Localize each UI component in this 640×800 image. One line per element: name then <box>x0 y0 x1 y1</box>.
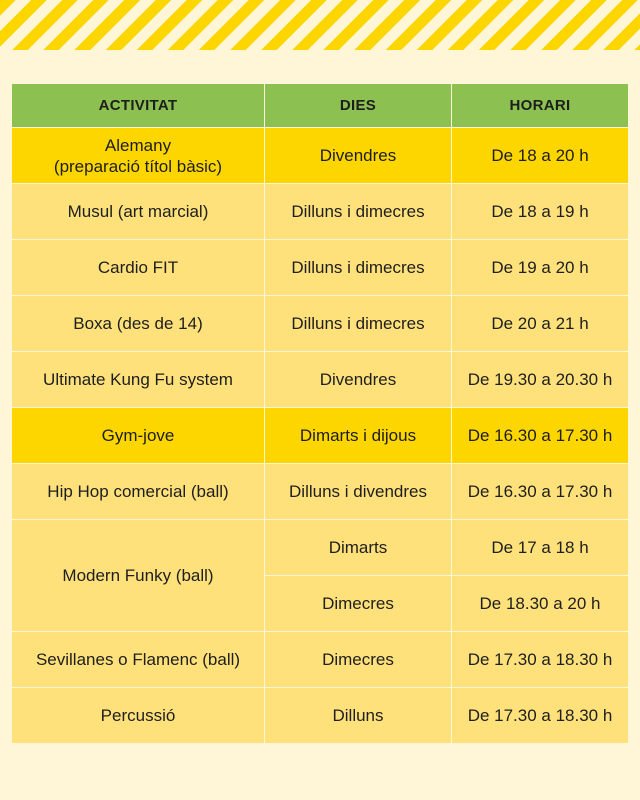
time-cell: De 17.30 a 18.30 h <box>452 632 629 688</box>
time-cell: De 16.30 a 17.30 h <box>452 464 629 520</box>
activity-name: Boxa (des de 14) <box>73 314 203 333</box>
activity-name: Percussió <box>100 706 176 725</box>
activity-name: Ultimate Kung Fu system <box>43 370 233 389</box>
activity-cell <box>12 520 265 632</box>
activity-cell <box>12 352 265 408</box>
header-row <box>12 84 629 128</box>
table-row <box>12 296 629 352</box>
table-row <box>12 352 629 408</box>
table-row <box>12 520 629 576</box>
days-cell: Dilluns <box>265 688 452 744</box>
activity-cell <box>12 632 265 688</box>
days-cell: Divendres <box>265 128 452 184</box>
time-cell: De 20 a 21 h <box>452 296 629 352</box>
table-header <box>12 84 629 128</box>
table-row <box>12 408 629 464</box>
activity-cell <box>12 464 265 520</box>
table-row <box>12 688 629 744</box>
days-cell: Dimecres <box>265 576 452 632</box>
activity-name: (preparació títol bàsic) <box>53 156 223 176</box>
activity-cell <box>12 240 265 296</box>
time-cell: De 18.30 a 20 h <box>452 576 629 632</box>
time-cell: De 16.30 a 17.30 h <box>452 408 629 464</box>
table-row <box>12 632 629 688</box>
table-row <box>12 184 629 240</box>
activity-cell <box>12 184 265 240</box>
time-cell: De 17 a 18 h <box>452 520 629 576</box>
days-cell: Divendres <box>265 352 452 408</box>
time-cell: De 19 a 20 h <box>452 240 629 296</box>
days-cell: Dimarts i dijous <box>265 408 452 464</box>
header-days: DIES <box>265 84 452 128</box>
activity-name: Alemany <box>104 135 172 155</box>
header-time: HORARI <box>452 84 629 128</box>
schedule-table <box>11 83 629 744</box>
days-cell: Dilluns i dimecres <box>265 296 452 352</box>
activity-name: Modern Funky (ball) <box>62 566 214 585</box>
table-row <box>12 128 629 184</box>
time-cell: De 17.30 a 18.30 h <box>452 688 629 744</box>
days-cell: Dimecres <box>265 632 452 688</box>
activity-name: Cardio FIT <box>97 258 179 277</box>
days-cell: Dimarts <box>265 520 452 576</box>
activity-name: Gym-jove <box>101 426 175 445</box>
activity-cell <box>12 128 265 184</box>
table-row <box>12 240 629 296</box>
time-cell: De 18 a 19 h <box>452 184 629 240</box>
activity-name: Sevillanes o Flamenc (ball) <box>35 650 241 669</box>
time-cell: De 18 a 20 h <box>452 128 629 184</box>
activity-name: Hip Hop comercial (ball) <box>47 482 229 501</box>
activity-cell <box>12 408 265 464</box>
activity-name: Musul (art marcial) <box>67 202 209 221</box>
header-activity: ACTIVITAT <box>12 84 265 128</box>
table-row <box>12 464 629 520</box>
table-body <box>12 128 629 744</box>
activity-cell <box>12 296 265 352</box>
days-cell: Dilluns i dimecres <box>265 240 452 296</box>
time-cell: De 19.30 a 20.30 h <box>452 352 629 408</box>
activity-cell <box>12 688 265 744</box>
days-cell: Dilluns i dimecres <box>265 184 452 240</box>
days-cell: Dilluns i divendres <box>265 464 452 520</box>
striped-banner <box>0 0 640 50</box>
